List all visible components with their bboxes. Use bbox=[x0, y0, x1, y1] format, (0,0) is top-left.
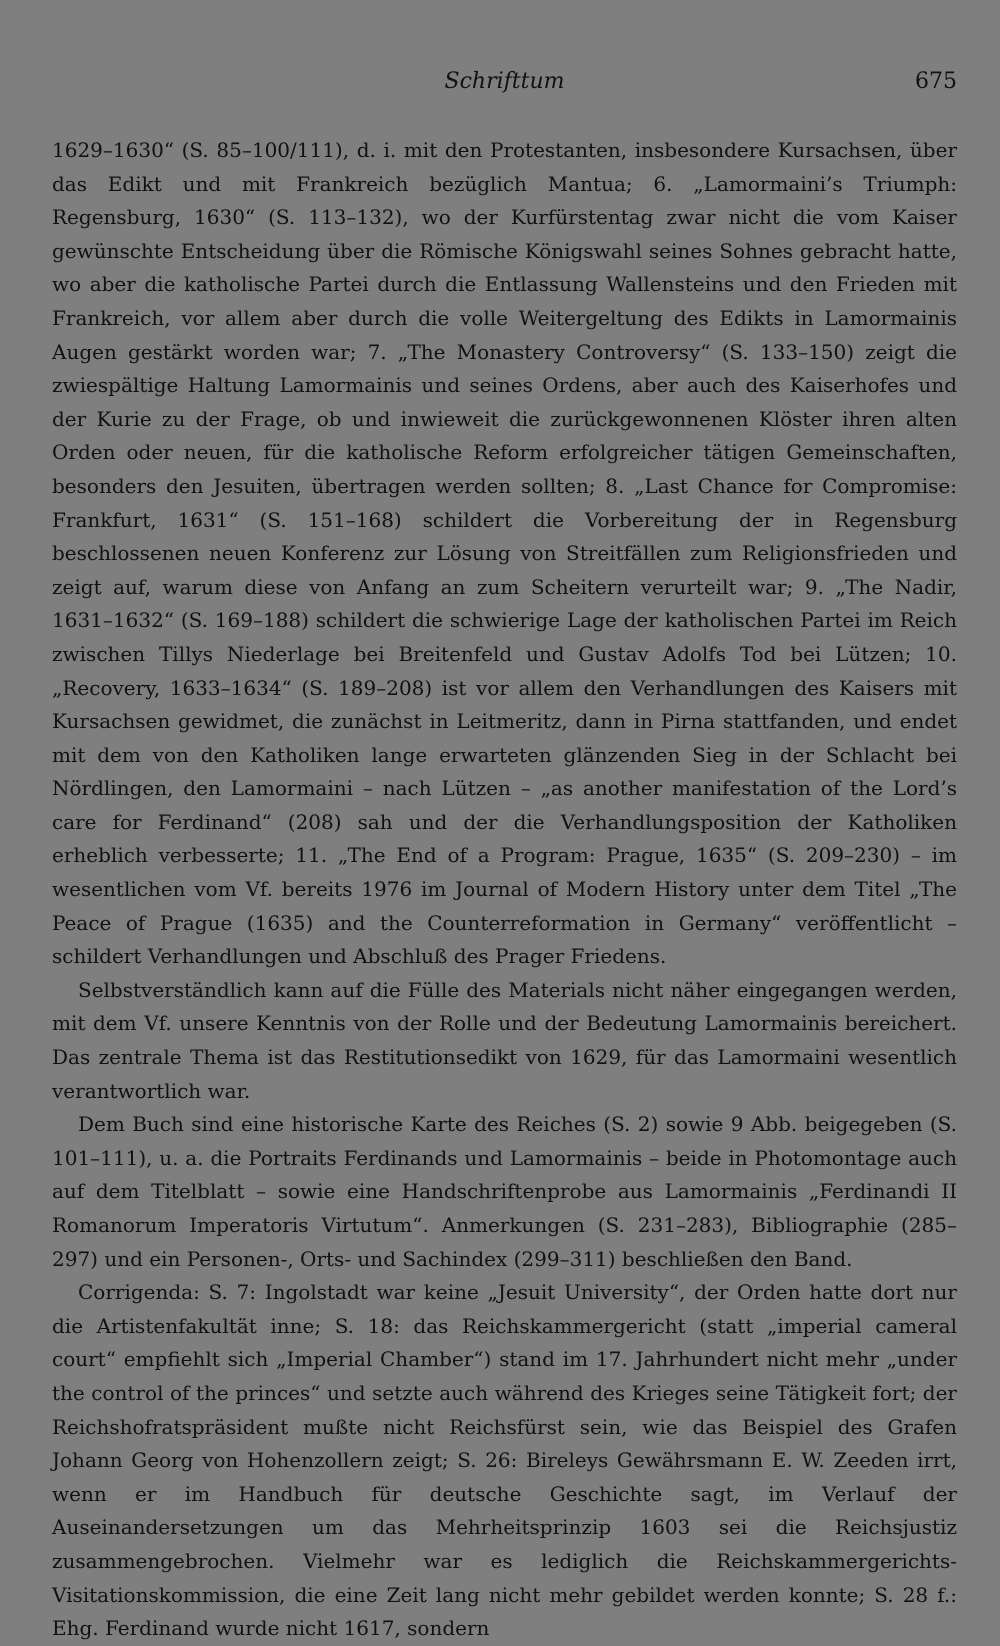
paragraph-1: 1629–1630“ (S. 85–100/111), d. i. mit den Protestanten, insbesondere Kursachsen, über das Edikt und mit Frankreich bezüglich Mantua; 6. „Lamormaini’s Triumph: Regensburg, 1630“ (S. 113–132), wo der Kurfürstentag zwar nicht die vom Kaiser gewünschte Entscheidung über die Römische Königswahl seines Sohnes gebracht hatte, wo aber die katholische Partei durch die Entlassung Wallensteins und den Frieden mit Frankreich, vor allem aber durch die volle Weitergeltung des Edikts in Lamormainis Augen gestärkt worden war; 7. „The Monastery Controversy“ (S. 133–150) zeigt die zwiespältige Haltung Lamormainis und seines Ordens, aber auch des Kaiserhofes und der Kurie zu der Frage, ob und inwieweit die zurückgewonnenen Klöster ihren alten Orden oder neuen, für die katholische Reform erfolgreicher tätigen Gemeinschaften, besonders den Jesuiten, übertragen werden sollten; 8. „Last Chance for Compromise: Frankfurt, 1631“ (S. 151–168) schildert die Vorbereitung der in Regensburg beschlossenen neuen Konferenz zur Lösung von Streitfällen zum Religionsfrieden und zeigt auf, warum diese von Anfang an zum Scheitern verurteilt war; 9. „The Nadir, 1631–1632“ (S. 169–188) schildert die schwierige Lage der katholischen Partei im Reich zwischen Tillys Niederlage bei Breitenfeld und Gustav Adolfs Tod bei Lützen; 10. „Recovery, 1633–1634“ (S. 189–208) ist vor allem den Verhandlungen des Kaisers mit Kursachsen gewidmet, die zunächst in Leitmeritz, dann in Pirna stattfanden, und endet mit dem von den Katholiken lange erwarteten glänzenden Sieg in der Schlacht bei Nördlingen, den Lamormaini – nach Lützen – „as another manifestation of the Lord’s care for Ferdinand“ (208) sah und der die Verhandlungsposition der Katholiken erheblich verbesserte; 11. „The End of a Program: Prague, 1635“ (S. 209–230) – im wesentlichen vom Vf. bereits 1976 im Journal of Modern History unter dem Titel „The Peace of Prague (1635) and the Counterreformation in Germany“ veröffentlicht – schildert Verhandlungen und Abschluß des Prager Friedens. bbox=[52, 138, 957, 969]
running-head bbox=[52, 66, 957, 106]
paragraph-3: Dem Buch sind eine historische Karte des Reiches (S. 2) sowie 9 Abb. beigegeben (S. 101–111), u. a. die Portraits Ferdinands und Lamormainis – beide in Photomontage auch auf dem Titelblatt – sowie eine Handschriftenprobe aus Lamormainis „Ferdinandi II Romanorum Imperatoris Virtutum“. Anmerkungen (S. 231–283), Bibliographie (285–297) und ein Personen-, Orts- und Sachindex (299–311) beschließen den Band. bbox=[52, 1112, 957, 1271]
body-text bbox=[52, 134, 957, 1646]
page-number: 675 bbox=[915, 69, 957, 94]
paragraph-2: Selbstverständlich kann auf die Fülle des Materials nicht näher eingegangen werden, mit dem Vf. unsere Kenntnis von der Rolle und der Bedeutung Lamormainis bereichert. Das zentrale Thema ist das Restitutionsedikt von 1629, für das Lamormaini wesentlich verantwortlich war. bbox=[52, 977, 957, 1103]
paragraph-4: Corrigenda: S. 7: Ingolstadt war keine „Jesuit University“, der Orden hatte dort nur die Artistenfakultät inne; S. 18: das Reichskammergericht (statt „imperial cameral court“ empfiehlt sich „Imperial Chamber“) stand im 17. Jahrhundert nicht mehr „under the control of the princes“ und setzte auch während des Krieges seine Tätigkeit fort; der Reichshofratspräsident mußte nicht Reichsfürst sein, wie das Beispiel des Grafen Johann Georg von Hohenzollern zeigt; S. 26: Bireleys Gewährsmann E. W. Zeeden irrt, wenn er im Handbuch für deutsche Geschichte sagt, im Verlauf der Auseinandersetzungen um das Mehrheitsprinzip 1603 sei die Reichsjustiz zusammengebrochen. Vielmehr war es lediglich die Reichskammergerichts-Visitationskommission, die eine Zeit lang nicht mehr gebildet werden konnte; S. 28 f.: Ehg. Ferdinand wurde nicht 1617, sondern bbox=[52, 1280, 957, 1641]
running-title: Schrifttum bbox=[444, 69, 565, 94]
